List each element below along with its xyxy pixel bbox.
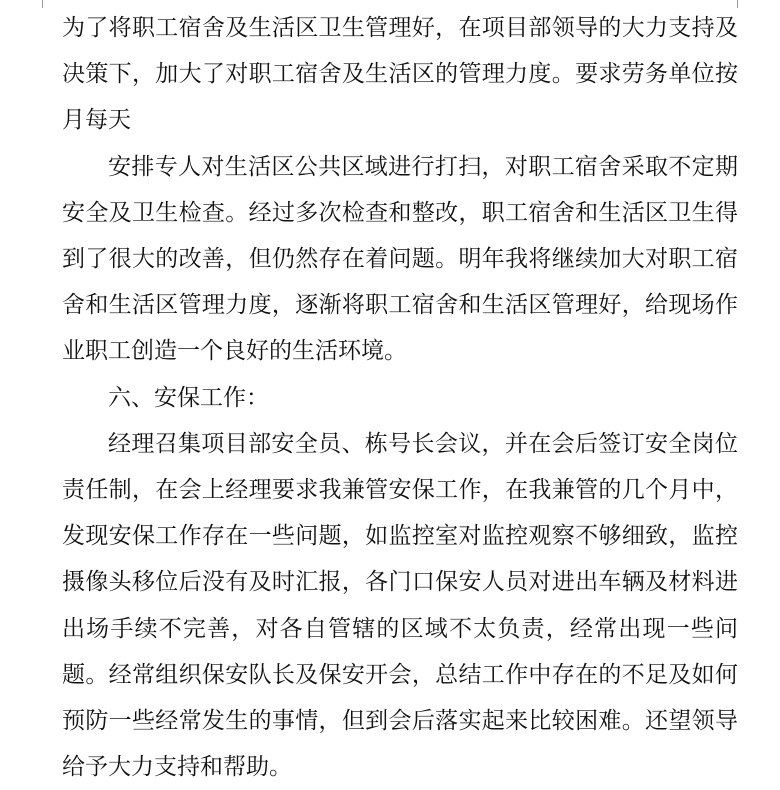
page-corner-mark-left — [22, 0, 43, 8]
paragraph-dormitory-management: 安排专人对生活区公共区域进行打扫，对职工宿舍采取不定期安全及卫生检查。经过多次检查和整改，职工宿舍和生活区卫生得到了很大的改善，但仍然存在着问题。明年我将继续加大对职工宿舍和生活区管理力度，逐渐将职工宿舍和生活区管理好，给现场作业职工创造一个良好的生活环境。 — [62, 153, 738, 365]
section-heading-security: 六、安保工作： — [108, 384, 269, 411]
document-body — [62, 5, 738, 790]
page-corner-mark-right — [737, 0, 758, 8]
paragraph-dormitory-intro: 为了将职工宿舍及生活区卫生管理好，在项目部领导的大力支持及决策下，加大了对职工宿舍及生活区的管理力度。要求劳务单位按月每天 — [62, 15, 738, 134]
paragraph-security-work: 经理召集项目部安全员、栋号长会议，并在会后签订安全岗位责任制，在会上经理要求我兼管安保工作，在我兼管的几个月中，发现安保工作存在一些问题，如监控室对监控观察不够细致，监控摄像头移位后没有及时汇报，各门口保安人员对进出车辆及材料进出场手续不完善，对各自管辖的区域不太负责，经常出现一些问题。经常组织保安队长及保安开会，总结工作中存在的不足及如何预防一些经常发生的事情，但到会后落实起来比较困难。还望领导给予大力支持和帮助。 — [62, 430, 738, 781]
